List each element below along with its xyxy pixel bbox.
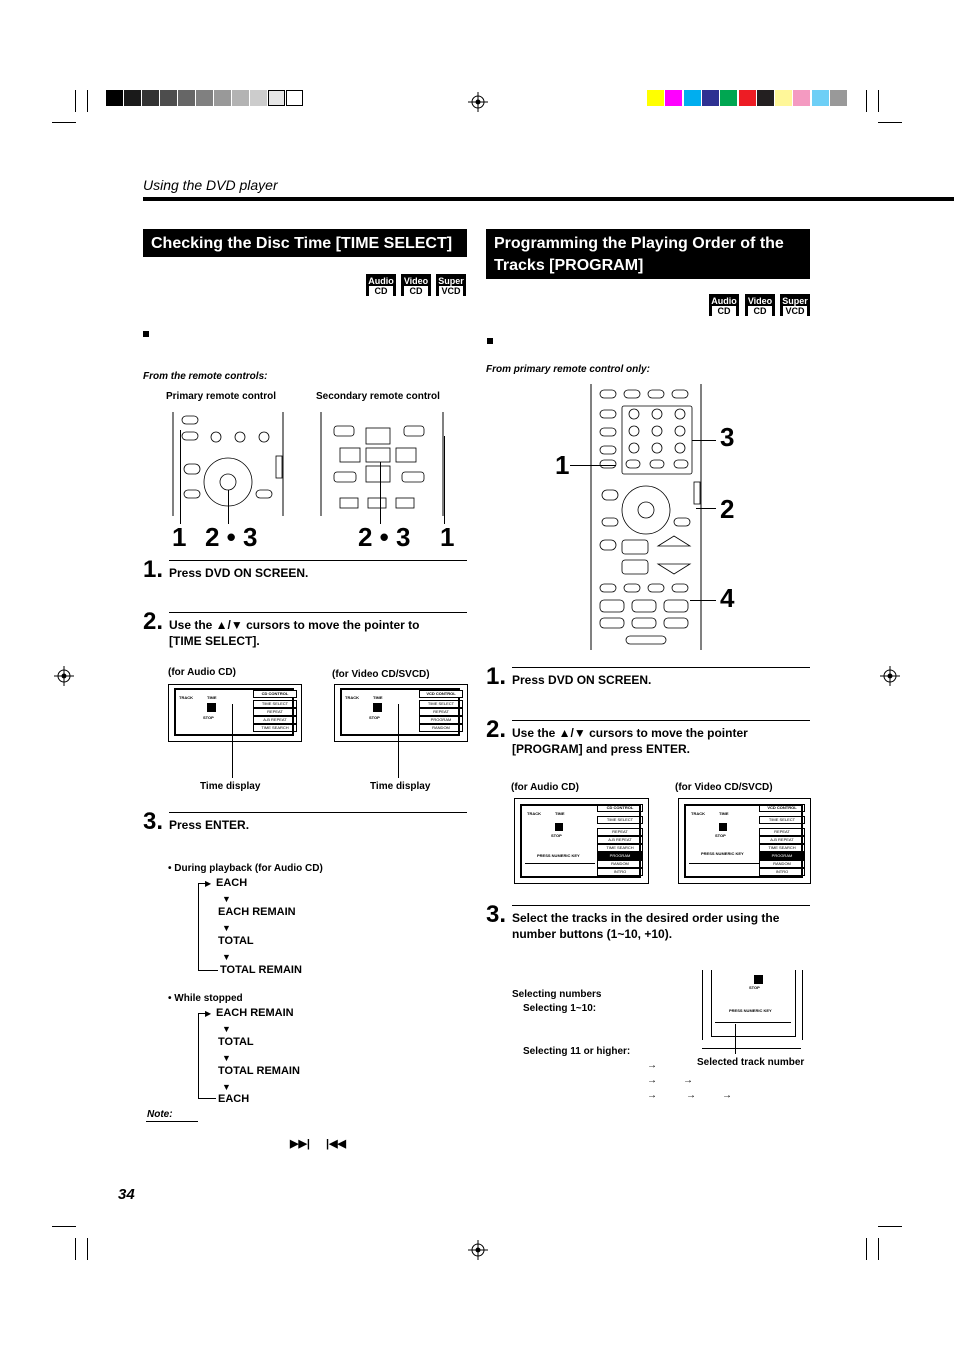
audio-cd-badge: Audio CD	[709, 294, 739, 316]
callout-number: 4	[720, 583, 735, 613]
callout-number: 2	[720, 494, 735, 524]
step-text: Select the tracks in the desired order using the number buttons (1~10, +10).	[512, 911, 780, 941]
callout-number: 2 • 3	[358, 522, 411, 552]
callout-number: 3	[720, 422, 735, 452]
press-key-label: PRESS NUMERIC KEY	[701, 851, 744, 856]
color-swatch	[830, 90, 847, 106]
callout-line	[180, 430, 181, 524]
cycle-bracket	[198, 1013, 199, 1099]
primary-remote-label: Primary remote control	[166, 391, 277, 402]
color-swatch	[647, 90, 664, 106]
cycle-item: TOTAL	[218, 935, 254, 947]
menu-item: TIME SEARCH	[253, 724, 297, 732]
track-ruler	[525, 863, 595, 864]
menu-item: INTRO	[597, 868, 643, 876]
menu-item: TIME SELECT	[759, 816, 805, 824]
color-swatch	[684, 90, 701, 106]
onscreen-display-video	[334, 684, 468, 742]
gray-swatch	[124, 90, 141, 106]
stop-icon	[754, 975, 763, 984]
left-section-title: Checking the Disc Time [TIME SELECT]	[143, 229, 467, 257]
stop-label: STOP	[203, 715, 214, 720]
step-number: 1.	[143, 556, 164, 583]
color-swatch	[793, 90, 810, 106]
cycle-item: EACH	[216, 877, 248, 889]
step-rule	[169, 812, 467, 813]
cycle-item: TOTAL	[218, 1036, 254, 1048]
menu-item: A-B REPEAT	[253, 716, 297, 724]
gray-swatch	[214, 90, 231, 106]
menu-item: RANDOM	[419, 724, 463, 732]
gray-swatch	[178, 90, 195, 106]
registration-target-icon	[880, 666, 900, 686]
step-text: Press DVD ON SCREEN.	[169, 566, 309, 580]
onscreen-display-audio	[514, 798, 649, 884]
super-vcd-badge: Super VCD	[436, 274, 466, 296]
step-rule	[512, 905, 810, 906]
track-ruler	[715, 1022, 791, 1023]
menu-item: TIME SEARCH	[597, 844, 643, 852]
menu-item: REPEAT	[419, 708, 463, 716]
primary-remote-full-illustration	[590, 384, 702, 650]
menu-item: REPEAT	[253, 708, 297, 716]
cycle-item: TOTAL REMAIN	[218, 1065, 300, 1077]
press-key-label: PRESS NUMERIC KEY	[537, 853, 580, 858]
track-label: TRACK	[179, 695, 193, 700]
menu-header: VCD CONTROL	[419, 690, 463, 698]
menu-header: CD CONTROL	[253, 690, 297, 698]
step-text: Press ENTER.	[169, 818, 250, 832]
menu-item: A-B REPEAT	[759, 836, 805, 844]
time-label: TIME	[555, 811, 565, 816]
menu-item: TIME SELECT	[419, 700, 463, 708]
video-cd-badge: Video CD	[745, 294, 775, 316]
callout-line	[702, 1048, 801, 1049]
menu-item-selected: PROGRAM	[597, 852, 643, 860]
color-swatch	[757, 90, 774, 106]
callout-line	[444, 436, 445, 524]
step-number: 2.	[486, 716, 507, 743]
stop-icon	[719, 823, 727, 831]
step-rule	[512, 667, 810, 668]
bullet-square	[487, 338, 493, 344]
stop-label: STOP	[551, 833, 562, 838]
callout-line	[398, 704, 399, 778]
step-text: Use the ▲/▼ cursors to move the pointer [PROGRAM] and press ENTER.	[512, 726, 748, 756]
crop-mark	[75, 1238, 76, 1260]
crop-mark	[878, 90, 879, 112]
stop-icon	[373, 703, 382, 712]
menu-item: A-B REPEAT	[597, 836, 643, 844]
screen-label-audio: (for Audio CD)	[168, 667, 236, 678]
crop-mark	[52, 122, 76, 123]
crop-mark	[878, 122, 902, 123]
color-swatch	[812, 90, 829, 106]
arrow-right-icon: →	[647, 1060, 657, 1071]
right-section-title	[486, 229, 810, 279]
note-rule	[146, 1121, 198, 1122]
gray-swatch	[232, 90, 249, 106]
press-key-label: PRESS NUMERIC KEY	[729, 1008, 772, 1013]
from-remote-label: From primary remote control only:	[486, 364, 650, 375]
arrow-down-icon: ▼	[222, 1082, 231, 1092]
time-label: TIME	[207, 695, 217, 700]
color-swatch	[739, 90, 756, 106]
step-number: 1.	[486, 663, 507, 690]
callout-number: 1	[555, 450, 570, 480]
step-rule	[169, 612, 467, 613]
menu-item: TIME SELECT	[253, 700, 297, 708]
arrow-down-icon: ▼	[222, 923, 231, 933]
step-number: 3.	[143, 808, 164, 835]
cycle-bracket	[198, 883, 199, 971]
stop-label: STOP	[749, 985, 760, 990]
arrow-down-icon: ▼	[222, 894, 231, 904]
registration-target-icon	[54, 666, 74, 686]
registration-target-icon	[468, 1240, 488, 1260]
crop-mark	[87, 1238, 88, 1260]
right-title-line: Programming the Playing Order of the	[494, 235, 784, 252]
secondary-remote-label: Secondary remote control	[316, 391, 440, 402]
cycle-heading: • During playback (for Audio CD)	[168, 863, 323, 874]
menu-item: TIME SEARCH	[759, 844, 805, 852]
cycle-item: TOTAL REMAIN	[220, 964, 302, 976]
cycle-bracket	[198, 970, 218, 971]
registration-target-icon	[468, 92, 488, 112]
time-label: TIME	[373, 695, 383, 700]
cycle-item: EACH REMAIN	[216, 1007, 294, 1019]
track-label: TRACK	[527, 811, 541, 816]
stop-icon	[207, 703, 216, 712]
audio-cd-badge: Audio CD	[366, 274, 396, 296]
page-number: 34	[118, 1186, 135, 1203]
color-swatch	[665, 90, 682, 106]
bullet-square	[143, 331, 149, 337]
crop-mark	[866, 1238, 867, 1260]
track-ruler	[689, 863, 759, 864]
menu-item: PROGRAM	[419, 716, 463, 724]
stop-label: STOP	[715, 833, 726, 838]
gray-swatch	[250, 90, 267, 106]
next-skip-icon: ▶▶|	[290, 1138, 310, 1150]
callout-line	[380, 462, 381, 524]
header-rule	[143, 197, 954, 201]
crop-mark	[866, 90, 867, 112]
prev-skip-icon: |◀◀	[326, 1138, 346, 1150]
callout-number: 1	[172, 522, 187, 552]
screen-label-audio: (for Audio CD)	[511, 782, 579, 793]
arrow-right-icon: ▶	[205, 879, 212, 888]
gray-swatch	[196, 90, 213, 106]
crop-mark	[878, 1238, 879, 1260]
gray-swatch	[286, 90, 303, 106]
selected-track-label: Selected track number	[697, 1057, 805, 1068]
menu-item: TIME SELECT	[597, 816, 643, 824]
menu-item: REPEAT	[759, 828, 805, 836]
step-rule	[169, 560, 467, 561]
arrow-right-icon: →	[686, 1090, 696, 1101]
callout-number: 2 • 3	[205, 522, 258, 552]
menu-item: RANDOM	[759, 860, 805, 868]
arrow-right-icon: →	[647, 1090, 657, 1101]
secondary-remote-illustration	[320, 412, 444, 516]
crop-mark	[52, 1226, 76, 1227]
right-title-line: Tracks [PROGRAM]	[494, 257, 644, 274]
menu-item: REPEAT	[597, 828, 643, 836]
menu-header: VCD CONTROL	[759, 804, 805, 812]
crop-mark	[878, 1226, 902, 1227]
color-swatch	[720, 90, 737, 106]
video-cd-badge: Video CD	[401, 274, 431, 296]
cycle-bracket	[198, 1098, 216, 1099]
arrow-down-icon: ▼	[222, 1024, 231, 1034]
arrow-right-icon: ▶	[205, 1009, 212, 1018]
screen-label-video: (for Video CD/SVCD)	[332, 669, 430, 680]
selecting-11-label: Selecting 11 or higher:	[523, 1046, 631, 1057]
step-number: 3.	[486, 901, 507, 928]
track-label: TRACK	[691, 811, 705, 816]
step-text: Use the ▲/▼ cursors to move the pointer to [TIME SELECT].	[169, 618, 420, 648]
color-swatch	[775, 90, 792, 106]
callout-line	[696, 508, 716, 509]
callout-line	[228, 490, 229, 524]
super-vcd-badge: Super VCD	[780, 294, 810, 316]
arrow-down-icon: ▼	[222, 1053, 231, 1063]
onscreen-display-audio	[168, 684, 302, 742]
step-number: 2.	[143, 608, 164, 635]
selecting-1-10-label: Selecting 1~10:	[523, 1003, 597, 1014]
section-label: Using the DVD player	[143, 177, 278, 193]
cycle-item: EACH	[218, 1093, 250, 1105]
gray-swatch	[160, 90, 177, 106]
from-remote-label: From the remote controls:	[143, 371, 268, 382]
callout-line	[735, 1024, 736, 1054]
time-display-label: Time display	[200, 781, 261, 792]
callout-line	[232, 704, 233, 778]
selecting-numbers-label: Selecting numbers	[512, 989, 602, 1000]
arrow-right-icon: →	[647, 1075, 657, 1086]
menu-header: CD CONTROL	[597, 804, 643, 812]
step-rule	[512, 720, 810, 721]
gray-swatch	[106, 90, 123, 106]
time-label: TIME	[719, 811, 729, 816]
cycle-item: EACH REMAIN	[218, 906, 296, 918]
callout-line	[692, 440, 716, 441]
menu-item-selected: PROGRAM	[759, 852, 805, 860]
crop-mark	[87, 90, 88, 112]
menu-item: RANDOM	[597, 860, 643, 868]
step-text: Press DVD ON SCREEN.	[512, 673, 652, 687]
arrow-right-icon: →	[722, 1090, 732, 1101]
note-label: Note:	[147, 1109, 173, 1120]
stop-label: STOP	[369, 715, 380, 720]
screen-label-video: (for Video CD/SVCD)	[675, 782, 773, 793]
time-display-label: Time display	[370, 781, 431, 792]
menu-item: INTRO	[759, 868, 805, 876]
color-swatch	[702, 90, 719, 106]
track-select-display	[702, 970, 803, 1040]
track-label: TRACK	[345, 695, 359, 700]
callout-number: 1	[440, 522, 455, 552]
crop-mark	[75, 90, 76, 112]
cycle-heading: • While stopped	[168, 993, 243, 1004]
arrow-right-icon: →	[683, 1075, 693, 1086]
stop-icon	[555, 823, 563, 831]
onscreen-display-video	[678, 798, 811, 884]
callout-line	[570, 465, 616, 466]
gray-swatch	[268, 90, 285, 106]
callout-line	[690, 600, 716, 601]
gray-swatch	[142, 90, 159, 106]
arrow-down-icon: ▼	[222, 952, 231, 962]
